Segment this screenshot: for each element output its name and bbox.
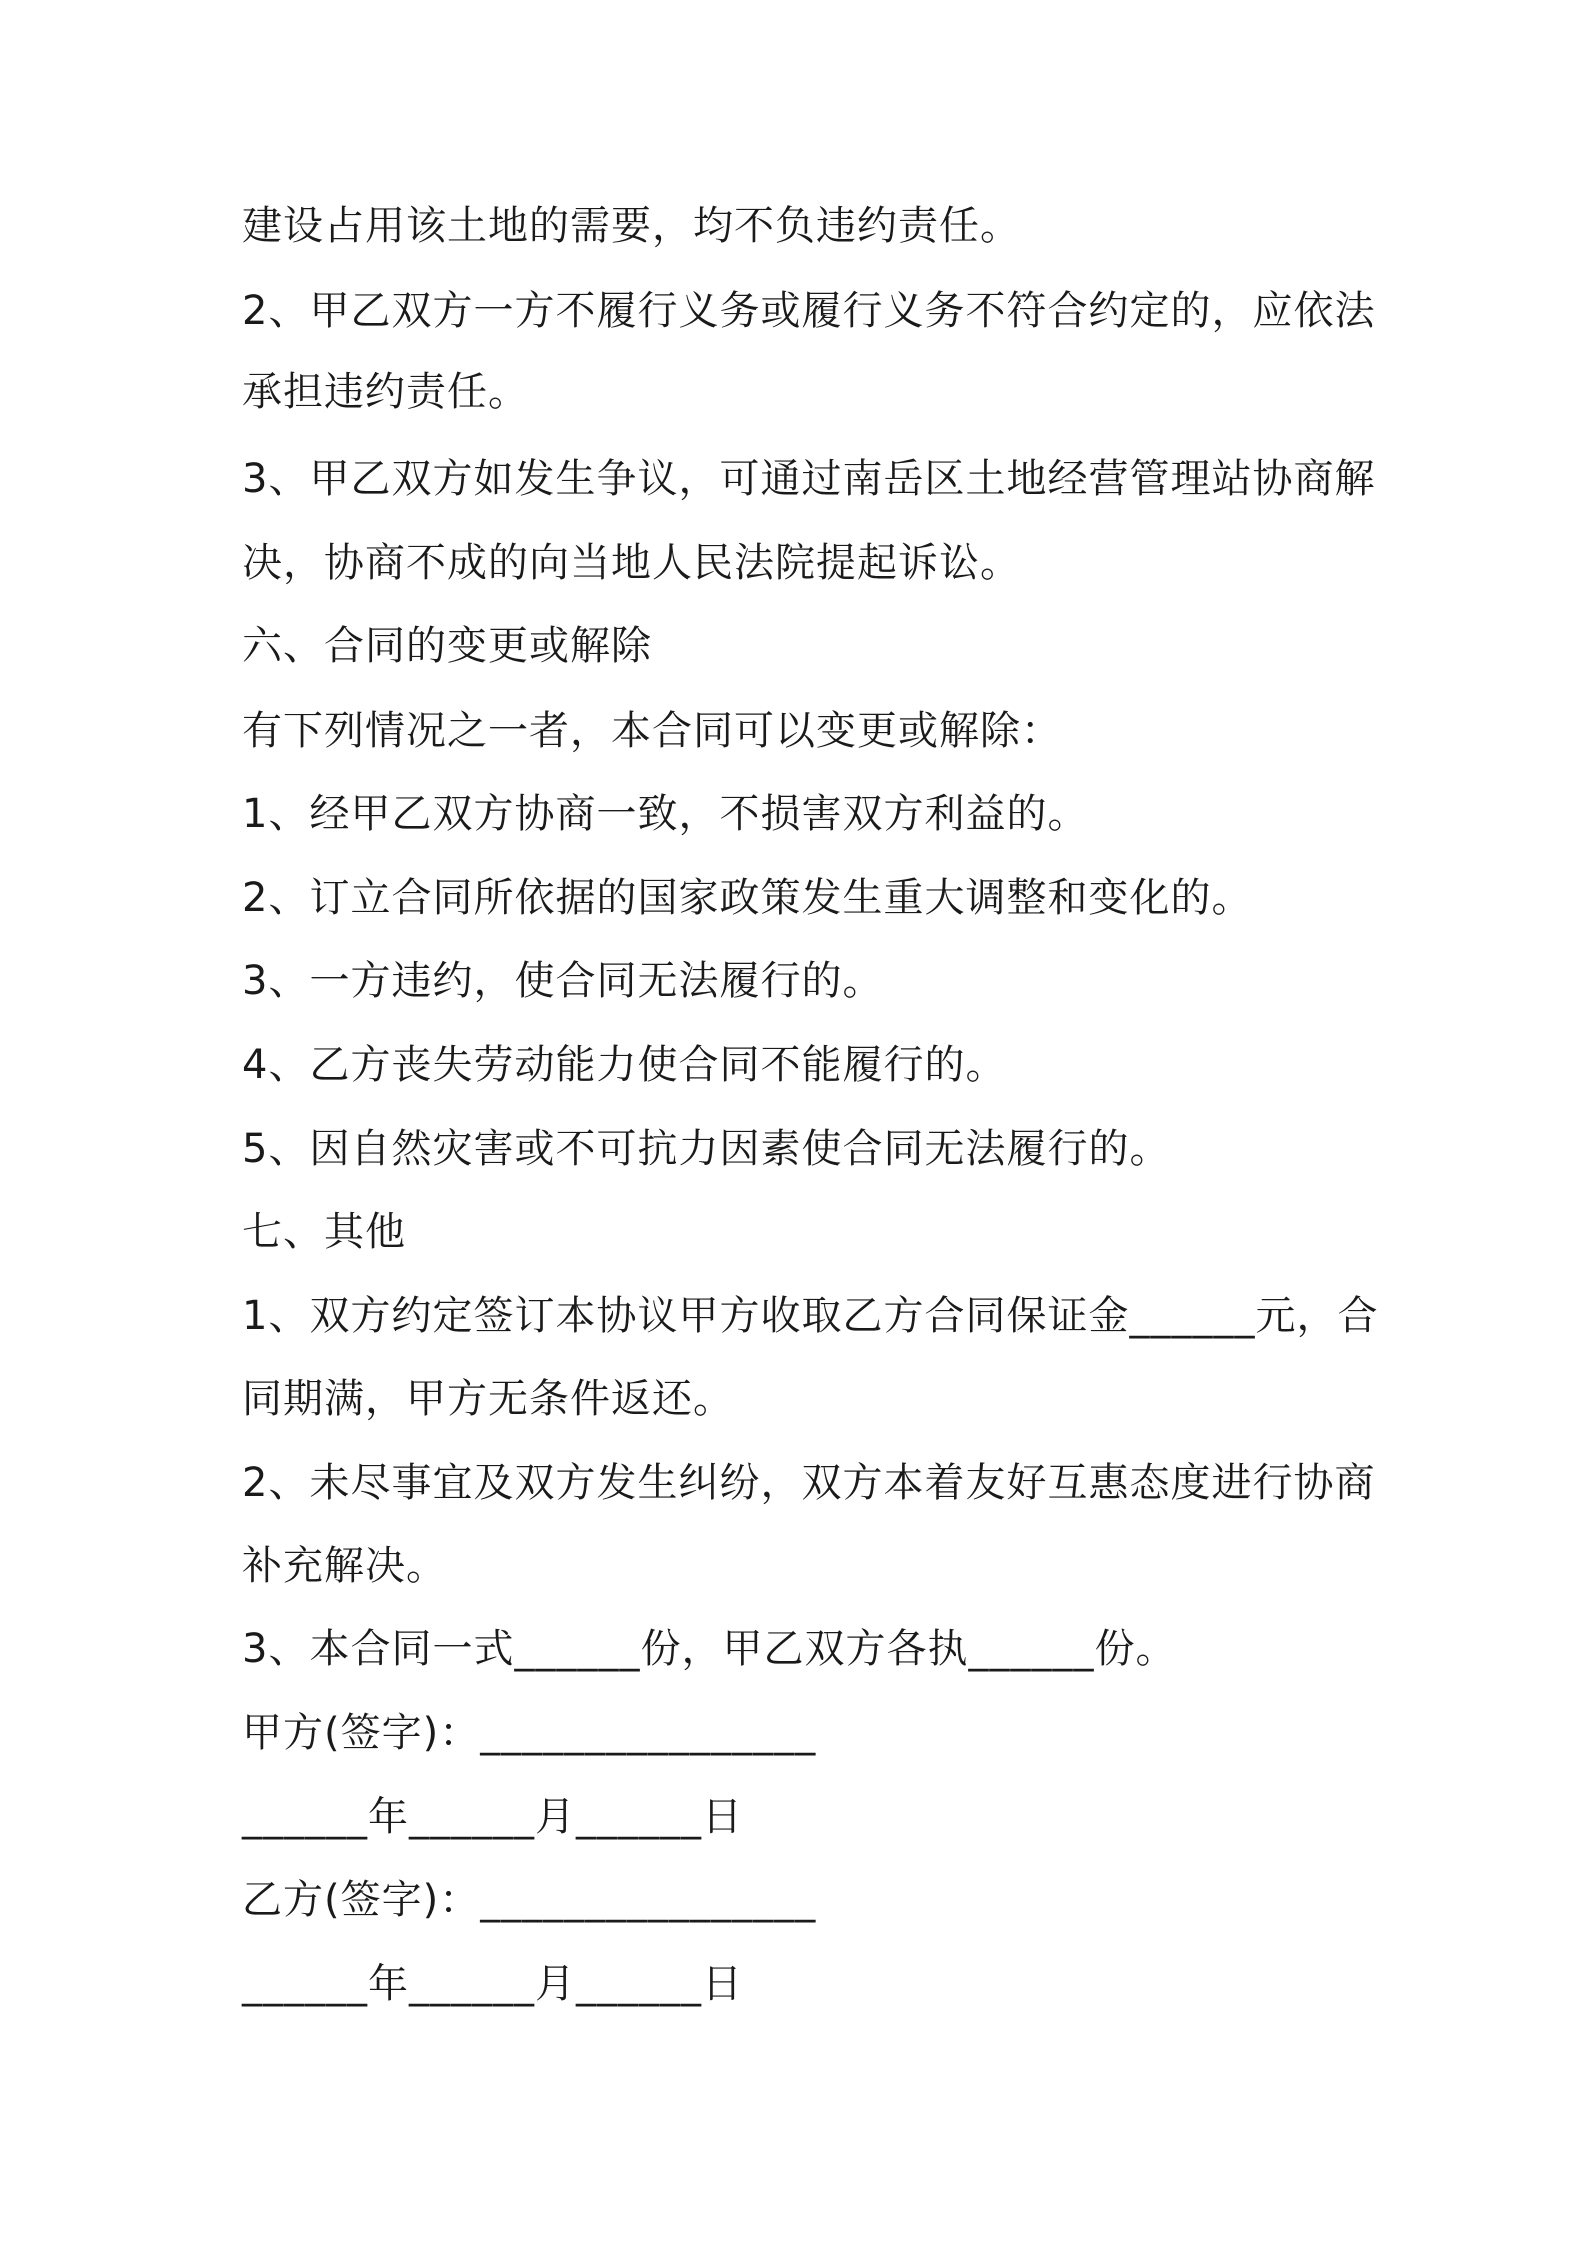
paragraph-line: 同期满，甲方无条件返还。 bbox=[242, 1376, 734, 1422]
paragraph-line: 决，协商不成的向当地人民法院提起诉讼。 bbox=[242, 540, 1021, 586]
paragraph-line: 2、未尽事宜及双方发生纠纷，双方本着友好互惠态度进行协商 bbox=[242, 1460, 1376, 1506]
list-item: 3、一方违约，使合同无法履行的。 bbox=[242, 958, 884, 1004]
list-item: 1、经甲乙双方协商一致，不损害双方利益的。 bbox=[242, 791, 1089, 837]
paragraph-line: 2、甲乙双方一方不履行义务或履行义务不符合约定的，应依法 bbox=[242, 288, 1376, 334]
paragraph-line: 承担违约责任。 bbox=[242, 369, 529, 415]
date-line-a: ______年______月______日 bbox=[242, 1794, 743, 1840]
paragraph-line: 建设占用该土地的需要，均不负违约责任。 bbox=[242, 203, 1021, 249]
list-item: 4、乙方丧失劳动能力使合同不能履行的。 bbox=[242, 1042, 1007, 1088]
section-heading: 七、其他 bbox=[242, 1209, 406, 1255]
date-line-b: ______年______月______日 bbox=[242, 1961, 743, 2007]
signature-party-b: 乙方(签字)：________________ bbox=[242, 1877, 817, 1923]
list-item: 5、因自然灾害或不可抗力因素使合同无法履行的。 bbox=[242, 1126, 1171, 1172]
paragraph-line: 补充解决。 bbox=[242, 1543, 447, 1589]
list-item: 2、订立合同所依据的国家政策发生重大调整和变化的。 bbox=[242, 875, 1253, 921]
paragraph-line: 1、双方约定签订本协议甲方收取乙方合同保证金______元，合 bbox=[242, 1293, 1379, 1339]
signature-party-a: 甲方(签字)：________________ bbox=[242, 1710, 817, 1756]
paragraph-line: 3、本合同一式______份，甲乙双方各执______份。 bbox=[242, 1626, 1177, 1672]
paragraph-line: 有下列情况之一者，本合同可以变更或解除： bbox=[242, 708, 1062, 754]
paragraph-line: 3、甲乙双方如发生争议，可通过南岳区土地经营管理站协商解 bbox=[242, 456, 1376, 502]
section-heading: 六、合同的变更或解除 bbox=[242, 623, 652, 669]
